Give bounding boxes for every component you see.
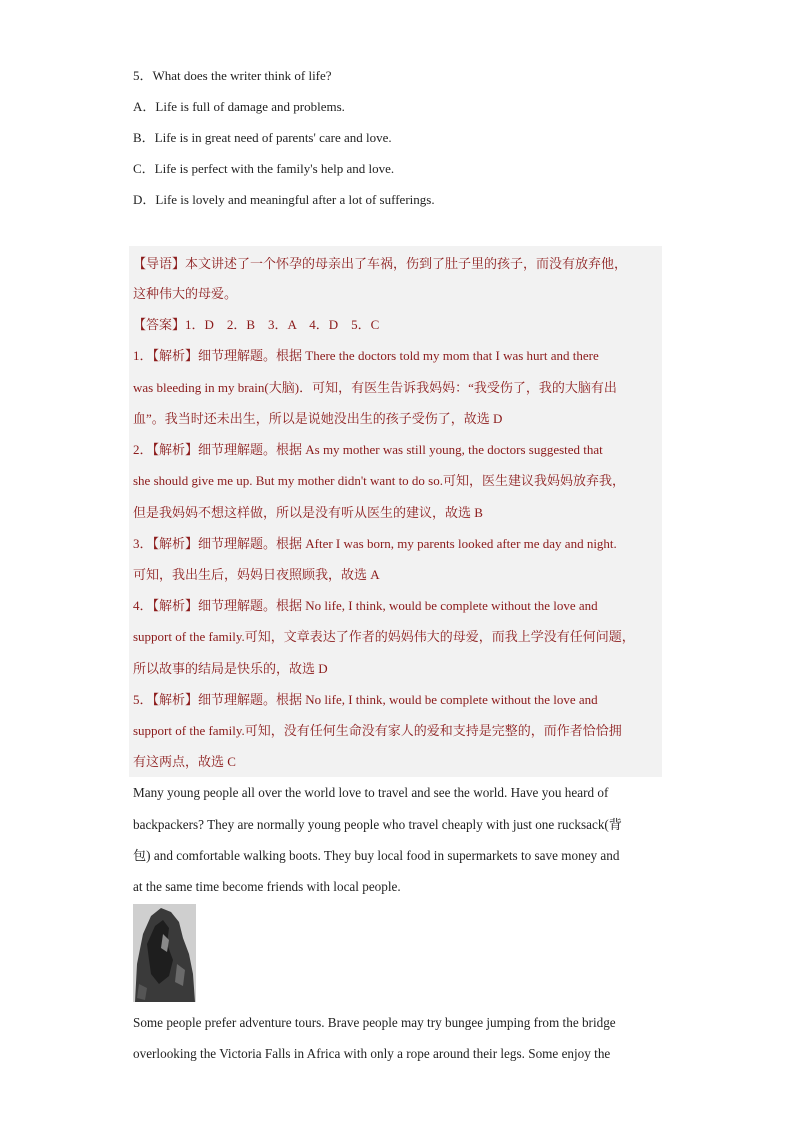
passage-line: 包) and comfortable walking boots. They buy local food in supermarkets to save money and [133,848,620,863]
analysis-line: 血”。我当时还未出生，所以是说她没出生的孩子受伤了，故选 D [133,411,503,426]
analysis-line: 5．【解析】细节理解题。根据 No life, I think, would be complete without the love and [133,692,598,707]
analysis-line: support of the family.可知，没有任何生命没有家人的爱和支持是完整的，而作者恰恰拥 [133,723,622,738]
passage-line: backpackers? They are normally young people who travel cheaply with just one rucksack(背 [133,817,622,832]
option-b: B．Life is in great need of parents' care and love. [133,130,392,145]
analysis-line: 可知，我出生后，妈妈日夜照顾我，故选 A [133,567,380,582]
analysis-line: support of the family.可知，文章表达了作者的妈妈伟大的母爱，而我上学没有任何问题， [133,629,635,644]
passage-line: overlooking the Victoria Falls in Africa with only a rope around their legs. Some enjoy the [133,1046,611,1061]
option-c: C．Life is perfect with the family's help and love. [133,161,395,176]
analysis-line: 这种伟大的母爱。 [133,286,238,301]
analysis-line: she should give me up. But my mother didn't want to do so.可知，医生建议我妈妈放弃我， [133,473,625,488]
analysis-line: 有这两点，故选 C [133,754,236,769]
passage-line: Some people prefer adventure tours. Brave people may try bungee jumping from the bridge [133,1015,616,1030]
question-stem: 5．What does the writer think of life? [133,68,332,83]
passage-line: at the same time become friends with local people. [133,879,401,894]
analysis-line: 3．【解析】细节理解题。根据 After I was born, my parents looked after me day and night. [133,536,617,551]
analysis-line: 1．【解析】细节理解题。根据 There the doctors told my mom that I was hurt and there [133,348,599,363]
answer-line: 【答案】1．D 2．B 3．A 4．D 5．C [133,317,380,332]
option-d: D．Life is lovely and meaningful after a lot of sufferings. [133,192,435,207]
analysis-line: 所以故事的结局是快乐的，故选 D [133,661,328,676]
passage-photo [133,904,196,1002]
analysis-line: 4．【解析】细节理解题。根据 No life, I think, would be complete without the love and [133,598,598,613]
option-a: A．Life is full of damage and problems. [133,99,345,114]
passage-line: Many young people all over the world love to travel and see the world. Have you heard of [133,785,609,800]
analysis-line: 【导语】本文讲述了一个怀孕的母亲出了车祸，伤到了肚子里的孩子，而没有放弃他， [133,256,628,271]
analysis-line: was bleeding in my brain(大脑)．可知，有医生告诉我妈妈：“我受伤了，我的大脑有出 [133,380,617,395]
analysis-line: 2．【解析】细节理解题。根据 As my mother was still young, the doctors suggested that [133,442,603,457]
analysis-line: 但是我妈妈不想这样做，所以是没有听从医生的建议，故选 B [133,505,483,520]
